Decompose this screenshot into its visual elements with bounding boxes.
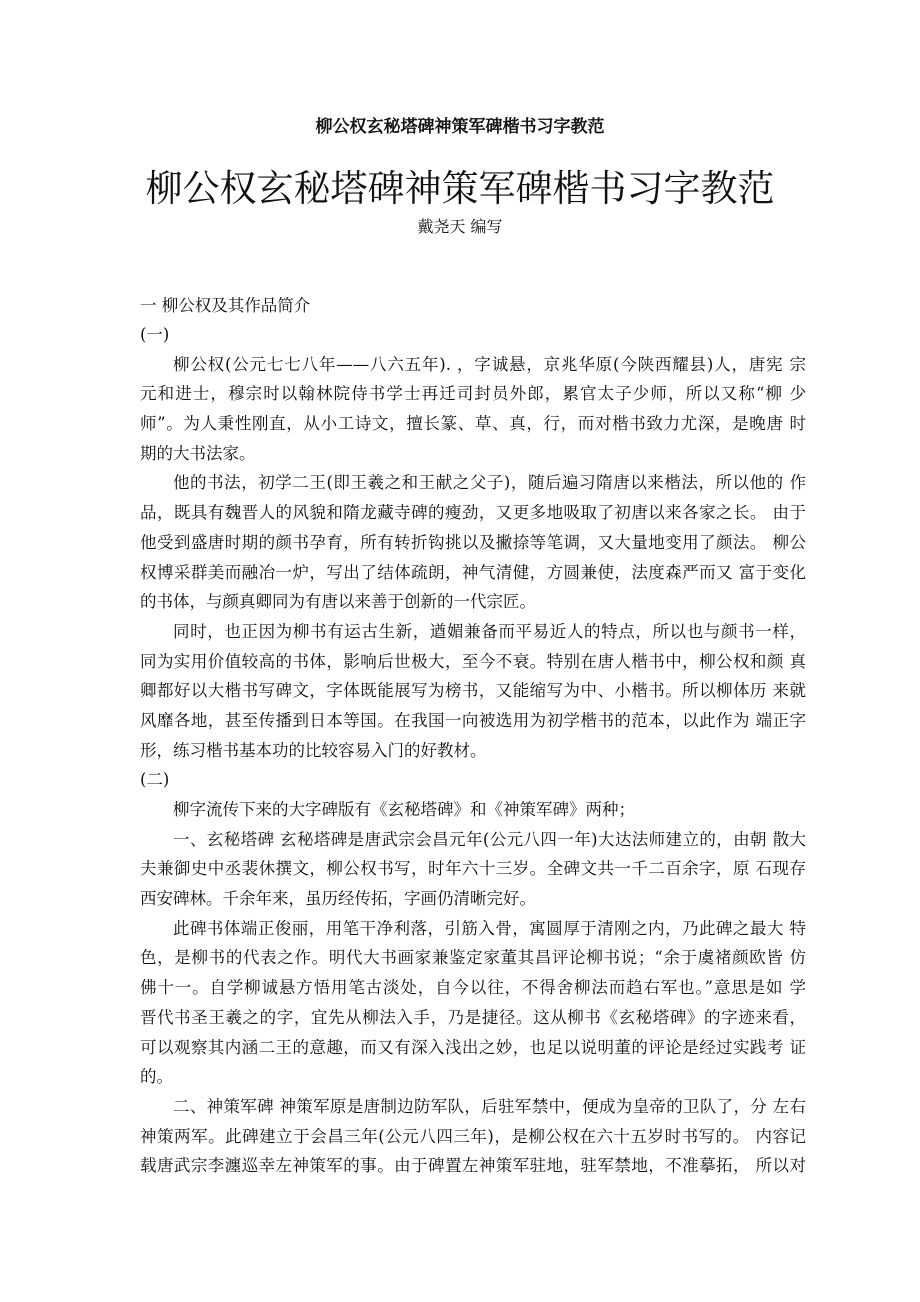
text-line: 他的书法，初学二王(即王羲之和王献之父子)，随后遍习隋唐以来楷法，所以他的 作 <box>173 473 806 493</box>
text-line: 品，既具有魏晋人的风貌和隋龙藏寺碑的瘦劲，又更多地吸取了初唐以来各家之长。 由于 <box>140 503 806 523</box>
document-body <box>140 292 806 1181</box>
text-line: 晋代书圣王羲之的字，宜先从柳法入手，乃是捷径。这从柳书《玄秘塔碑》的字迹来看， <box>140 1007 806 1027</box>
text-line: 同为实用价值较高的书体，影响后世极大，至今不衰。特别在唐人楷书中，柳公权和颜 真 <box>140 651 806 671</box>
text-line: 色，是柳书的代表之作。明代大书画家兼鉴定家董其昌评论柳书说；“余于虞褚颜欧皆 仿 <box>140 948 806 968</box>
text-line: 师”。为人秉性刚直，从小工诗文，擅长篆、草、真，行，而对楷书致力尤深，是晚唐 时 <box>140 414 806 434</box>
text-line: 形，练习楷书基本功的比较容易入门的好教材。 <box>140 740 487 760</box>
text-line: 一、玄秘塔碑 玄秘塔碑是唐武宗会昌元年(公元八四一年)大达法师建立的，由朝 散大 <box>173 829 806 849</box>
subsection-heading: (二) <box>140 770 170 790</box>
text-line: 此碑书体端正俊丽，用笔干净利落，引筋入骨，寓圆厚于清刚之内，乃此碑之最大 特 <box>173 918 806 938</box>
text-line: 卿都好以大楷书写碑文，字体既能展写为榜书，又能缩写为中、小楷书。所以柳体历 来就 <box>140 681 806 701</box>
text-line: 期的大书法家。 <box>140 443 256 463</box>
text-line: 权博采群美而融冶一炉，写出了结体疏朗，神气清健，方圆兼使，法度森严而又 富于变化 <box>140 562 806 582</box>
text-line: 他受到盛唐时期的颜书孕育，所有转折钩挑以及撇捺等笔调，又大量地变用了颜法。 柳公 <box>140 532 806 552</box>
text-line: 柳字流传下来的大字碑版有《玄秘塔碑》和《神策军碑》两种； <box>173 800 635 819</box>
text-line: 风靡各地，甚至传播到日本等国。在我国一向被选用为初学楷书的范本，以此作为 端正字 <box>140 710 806 730</box>
section-heading: 一 柳公权及其作品简介 <box>140 296 311 315</box>
document-title: 柳公权玄秘塔碑神策军碑楷书习字教范 <box>145 167 775 210</box>
text-line: 佛十一。自学柳诚悬方悟用笔古淡处，自今以往，不得舍柳法而趋右军也。”意思是如 学 <box>140 978 806 998</box>
text-line: 的书体，与颜真卿同为有唐以来善于创新的一代宗匠。 <box>140 592 536 612</box>
text-line: 二、神策军碑 神策军原是唐制边防军队，后驻军禁中，便成为皇帝的卫队了，分 左右 <box>173 1096 806 1116</box>
text-line: 载唐武宗李瀍巡幸左神策军的事。由于碑置左神策军驻地，驻军禁地，不准摹拓， 所以对 <box>140 1156 806 1176</box>
document-header-title: 柳公权玄秘塔碑神策军碑楷书习字教范 <box>315 117 605 137</box>
document-author: 戴尧天 编写 <box>417 217 503 236</box>
text-line: 元和进士，穆宗时以翰林院侍书学士再迁司封员外郎，累官太子少师，所以又称“柳 少 <box>140 384 806 404</box>
text-line: 夫兼御史中丞裴休撰文，柳公权书写，时年六十三岁。全碑文共一千二百余字，原 石现存 <box>140 859 806 879</box>
subsection-heading: (一) <box>140 325 170 344</box>
text-line: 神策两军。此碑建立于会昌三年(公元八四三年)，是柳公权在六十五岁时书写的。 内容记 <box>140 1126 806 1146</box>
text-line: 的。 <box>140 1067 173 1087</box>
text-line: 柳公权(公元七七八年——八六五年). ，字诚悬，京兆华原(今陕西耀县)人，唐宪 宗 <box>173 354 806 374</box>
text-line: 同时，也正因为柳书有运古生新，遒媚兼备而平易近人的特点，所以也与颜书一样， <box>173 621 806 641</box>
text-line: 西安碑林。千余年来，虽历经传拓，字画仍清晰完好。 <box>140 889 536 909</box>
text-line: 可以观察其内涵二王的意趣，而又有深入浅出之妙，也足以说明董的评论是经过实践考 证 <box>140 1037 806 1057</box>
